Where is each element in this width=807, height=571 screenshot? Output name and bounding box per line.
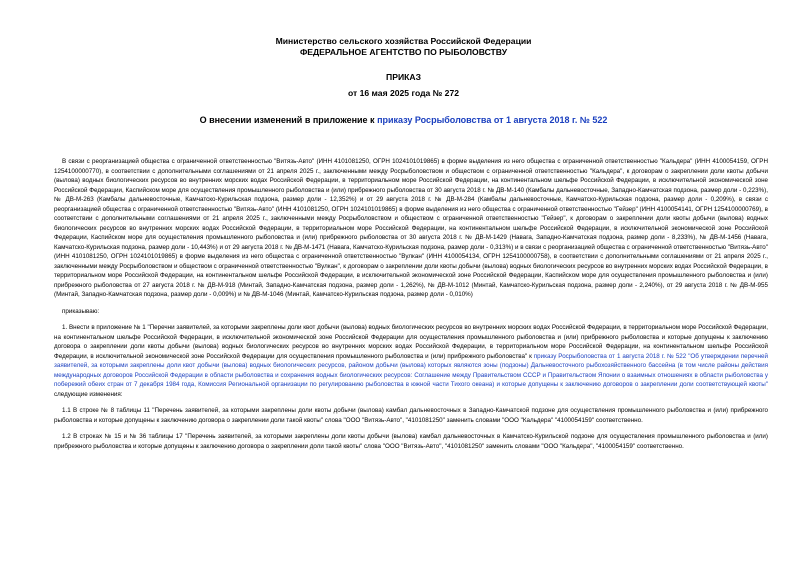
doc-date-number: от 16 мая 2025 года № 272 [347, 88, 460, 98]
item-1-link[interactable]: приказу Росрыболовства от 1 августа 2018 г. № 522 "Об утверждении перечней заявителей, за которыми закреплены доли квот добычи (вылова) водных биологических ресурсов, районом добычи (вылова) которых являются зоны (подзоны) Дальневосточного рыбохозяйственного бассейна (в том числе районы действия международных договоров Российской Федерации в области рыболовства и сохранения водных биологических ресурсов: Соглашение между Правительством СССР и Правительством Японии о взаимных отношениях в области рыболовства у побережий обеих стран от 7 декабря 1984 года, Комиссия Региональной организации по регулированию рыболовства в южной части Тихого океана) и которые допущены к заключению договоров о закреплении доли соответствующей квоты" [54, 352, 769, 388]
item-1 [54, 323, 768, 399]
title-link[interactable]: приказу Росрыболовства от 1 августа 2018 г. № 522 [377, 115, 608, 125]
item-1-2: 1.2 В строках № 15 и № 36 таблицы 17 "Перечень заявителей, за которыми закреплены доли квоты добычи (вылова) камбал дальневосточных в Камчатско-Курильской подзоне для осуществления промышленного рыболовства и (или) прибрежного рыболовства и которые допущены к заключению договора о закреплении доли такой квоты" слова "ООО "Витязь-Авто", "4101081250" заменить словами "ООО "Кальдера", "4100054159" соответственно. [54, 433, 768, 450]
page-title [0, 115, 807, 125]
order-prikazyvayu: приказываю: [62, 307, 100, 315]
doc-type: ПРИКАЗ [386, 72, 421, 82]
title-prefix: О внесении изменений в приложение к [199, 115, 378, 125]
preamble-paragraph: В связи с реорганизацией общества с ограниченной ответственностью "Витязь-Авто" (ИНН 4101081250, ОГРН 1024101019865) в форме выделения из него общества с ограниченной ответственностью "Кальдера" (ИНН 4100054159, ОГРН 1254100000770), в соответствии с дополнительными соглашениями от 21 апреля 2025 г., заключенными между Росрыболовством и обществом с ограниченной ответственностью "Кальдера", к договорам о закреплении доли квоты добычи (вылова) водных биологических ресурсов во внутренних морских водах Российской Федерации, в территориальном море Российской Федерации, на континентальном шельфе Российской Федерации, в исключительной экономической зоне Российской Федерации, Каспийском море для осуществления промышленного рыболовства и (или) прибрежного рыболовства от 30 августа 2018 г. № ДВ-М-140 (Камбалы дальневосточные, Западно-Камчатская подзона, размер доли - 0,223%), № ДВ-М-263 (Камбалы дальневосточные, Камчатско-Курильская подзона, размер доли - 12,352%) и от 29 августа 2018 г. № ДВ-М-284 (Камбалы дальневосточные, Камчатско-Курильская подзона, размер доли - 0,209%), в связи с реорганизацией общества с ограниченной ответственностью "Витязь-Авто" (ИНН 4101081250, ОГРН 1024101019865) в форме выделения из него общества с ограниченной ответственностью "Гейзер" (ИНН 4100054141, ОГРН 1254100000769), в соответствии с дополнительными соглашениями от 21 апреля 2025 г., заключенными между Росрыболовством и обществом с ограниченной ответственностью "Гейзер", к договорам о закреплении доли квоты добычи (вылова) водных биологических ресурсов во внутренних морских водах Российской Федерации, в территориальном море Российской Федерации, на континентальном шельфе Российской Федерации, в исключительной экономической зоне Российской Федерации, Каспийском море для осуществления промышленного рыболовства и (или) прибрежного рыболовства от 30 августа 2018 г. № ДВ-М-1429 (Навага, Западно-Камчатская подзона, размер доли - 8,233%), № ДВ-М-1456 (Навага, Камчатско-Курильская подзона, размер доли - 10,443%) и от 29 августа 2018 г. № ДВ-М-1471 (Навага, Камчатско-Курильская подзона, размер доли - 0,313%) и в связи с реорганизацией общества с ограниченной ответственностью "Витязь-Авто" (ИНН 4101081250, ОГРН 1024101019865) в форме выделения из него общества с ограниченной ответственностью "Вулкан" (ИНН 4100054134, ОГРН 1254100000758), в соответствии с дополнительными соглашениями от 21 апреля 2025 г., заключенными между Росрыболовством и обществом с ограниченной ответственностью "Вулкан", к договорам о закреплении доли квоты добычи (вылова) водных биологических ресурсов во внутренних морских водах Российской Федерации, в территориальном море Российской Федерации, на континентальном шельфе Российской Федерации, в исключительной экономической зоне Российской Федерации, Каспийском море для осуществления промышленного рыболовства и (или) прибрежного рыболовства от 27 августа 2018 г. № ДВ-М-918 (Минтай, Западно-Камчатская подзона, размер доли - 1,262%), № ДВ-М-1012 (Минтай, Камчатско-Курильская подзона, размер доли - 2,240%), от 29 августа 2018 г. № ДВ-М-955 (Минтай, Западно-Камчатская подзона, размер доли - 0,009%) и № ДВ-М-1046 (Минтай, Камчатско-Курильская подзона, размер доли - 0,010%) [54, 158, 768, 298]
order-body [54, 157, 768, 451]
item-1-tail: следующие изменения: [54, 390, 123, 398]
agency-name: ФЕДЕРАЛЬНОЕ АГЕНТСТВО ПО РЫБОЛОВСТВУ [299, 47, 508, 57]
item-1-1: 1.1 В строке № 8 таблицы 11 "Перечень заявителей, за которыми закреплены доли квоты добычи (вылова) камбал дальневосточных в Западно-Камчатской подзоне для осуществления промышленного рыболовства и (или) прибрежного рыболовства и которые допущены к заключению договора о закреплении доли такой квоты" слова "ООО "Витязь-Авто", "4101081250" заменить словами "ООО "Кальдера" "4100054159" соответственно. [54, 407, 768, 424]
item-1-text: 1. Внести в приложение № 1 "Перечни заявителей, за которыми закреплены доли квот добычи (вылова) водных биологических ресурсов во внутренних морских водах Российской Федерации, в территориальном море Российской Федерации, на континентальном шельфе Российской Федерации, в исключительной экономической зоне Российской Федерации для осуществления промышленного рыболовства и (или) прибрежного рыболовства и которые допущены к заключению договора о закреплении доли квоты добычи (вылова) водных биологических ресурсов во внутренних морских водах Российской Федерации, в территориальном море Российской Федерации, на континентальном шельфе Российской Федерации, в исключительной экономической зоне Российской Федерации для осуществления промышленного рыболовства и (или) прибрежного рыболовства" к [54, 324, 768, 360]
ministry-name: Министерство сельского хозяйства Российской Федерации [275, 36, 532, 46]
